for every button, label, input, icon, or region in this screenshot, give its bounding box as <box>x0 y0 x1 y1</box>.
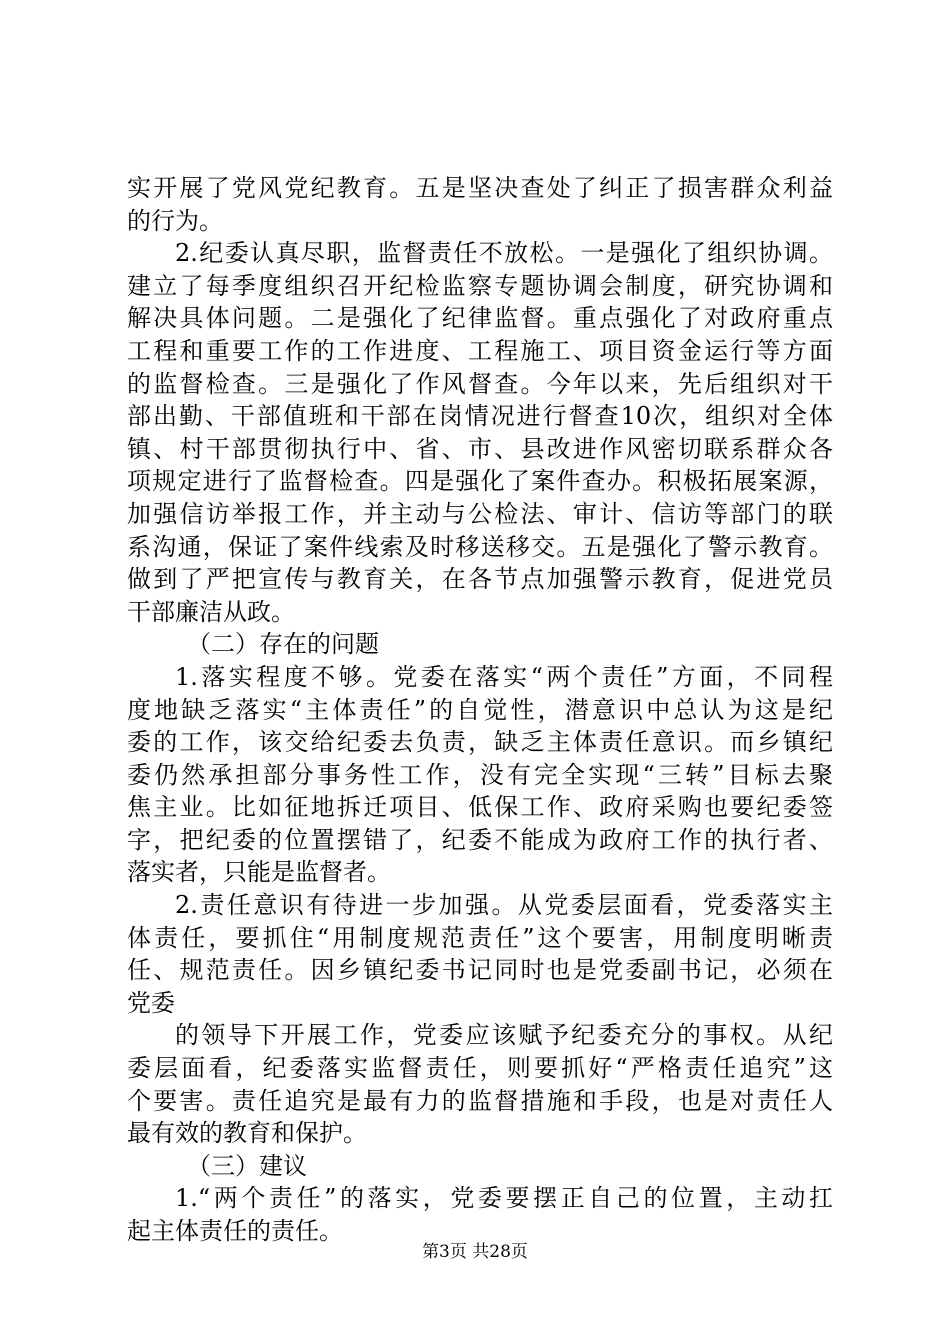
text-line: 委的工作，该交给纪委去负责，缺乏主体责任意识。而乡镇纪 <box>127 728 833 757</box>
text-line: 做到了严把宣传与教育关，在各节点加强警示教育，促进党员 <box>127 565 833 594</box>
text-line: 建立了每季度组织召开纪检监察专题协调会制度，研究协调和 <box>127 271 833 300</box>
text-line: 起主体责任的责任。 <box>127 1217 343 1245</box>
paragraph-heading-line: 1.落实程度不够。党委在落实“两个责任”方面，不同程 <box>175 662 833 691</box>
text-line: 干部廉洁从政。 <box>127 597 295 626</box>
section-heading: （二）存在的问题 <box>187 630 379 659</box>
text-line: 委层面看，纪委落实监督责任，则要抓好“严格责任追究”这 <box>127 1054 833 1083</box>
text-line: 实开展了党风党纪教育。五是坚决查处了纠正了损害群众利益 <box>127 174 833 202</box>
paragraph-heading-line: 1.“两个责任”的落实，党委要摆正自己的位置，主动扛 <box>175 1184 833 1213</box>
text-line: 的监督检查。三是强化了作风督查。今年以来，先后组织对干 <box>127 369 833 398</box>
text-line: 任、规范责任。因乡镇纪委书记同时也是党委副书记，必须在 <box>127 956 833 985</box>
text-line: 体责任，要抓住“用制度规范责任”这个要害，用制度明晰责 <box>127 923 833 952</box>
text-line: 焦主业。比如征地拆迁项目、低保工作、政府采购也要纪委签 <box>127 793 833 822</box>
text-line: 落实者，只能是监督者。 <box>127 858 391 887</box>
paragraph-heading-line: 2.责任意识有待进一步加强。从党委层面看，党委落实主 <box>175 891 833 920</box>
document-body <box>127 172 833 1248</box>
text-line: 最有效的教育和保护。 <box>127 1119 367 1148</box>
text-line: 加强信访举报工作，并主动与公检法、审计、信访等部门的联 <box>127 499 833 528</box>
text-line: 个要害。责任追究是最有力的监督措施和手段，也是对责任人 <box>127 1086 833 1115</box>
text-line: 党委 <box>127 988 175 1017</box>
text-line: 部出勤、干部值班和干部在岗情况进行督查10次，组织对全体 <box>127 402 833 431</box>
text-line: 解决具体问题。二是强化了纪律监督。重点强化了对政府重点 <box>127 304 833 333</box>
text-line: 镇、村干部贯彻执行中、省、市、县改进作风密切联系群众各 <box>127 434 833 463</box>
text-line: 的行为。 <box>127 206 223 235</box>
text-line: 字，把纪委的位置摆错了，纪委不能成为政府工作的执行者、 <box>127 825 833 854</box>
paragraph-heading-line: 2.纪委认真尽职，监督责任不放松。一是强化了组织协调。 <box>175 239 833 268</box>
page-number-footer: 第3页 共28页 <box>422 1242 528 1262</box>
text-line: 项规定进行了监督检查。四是强化了案件查办。积极拓展案源， <box>127 467 833 496</box>
text-line: 度地缺乏落实“主体责任”的自觉性，潜意识中总认为这是纪 <box>127 695 833 724</box>
section-heading: （三）建议 <box>187 1151 307 1180</box>
text-line: 系沟通，保证了案件线索及时移送移交。五是强化了警示教育。 <box>127 532 833 561</box>
text-line: 工程和重要工作的工作进度、工程施工、项目资金运行等方面 <box>127 336 833 365</box>
text-line: 委仍然承担部分事务性工作，没有完全实现“三转”目标去聚 <box>127 760 833 789</box>
text-line: 的领导下开展工作，党委应该赋予纪委充分的事权。从纪 <box>175 1021 833 1050</box>
